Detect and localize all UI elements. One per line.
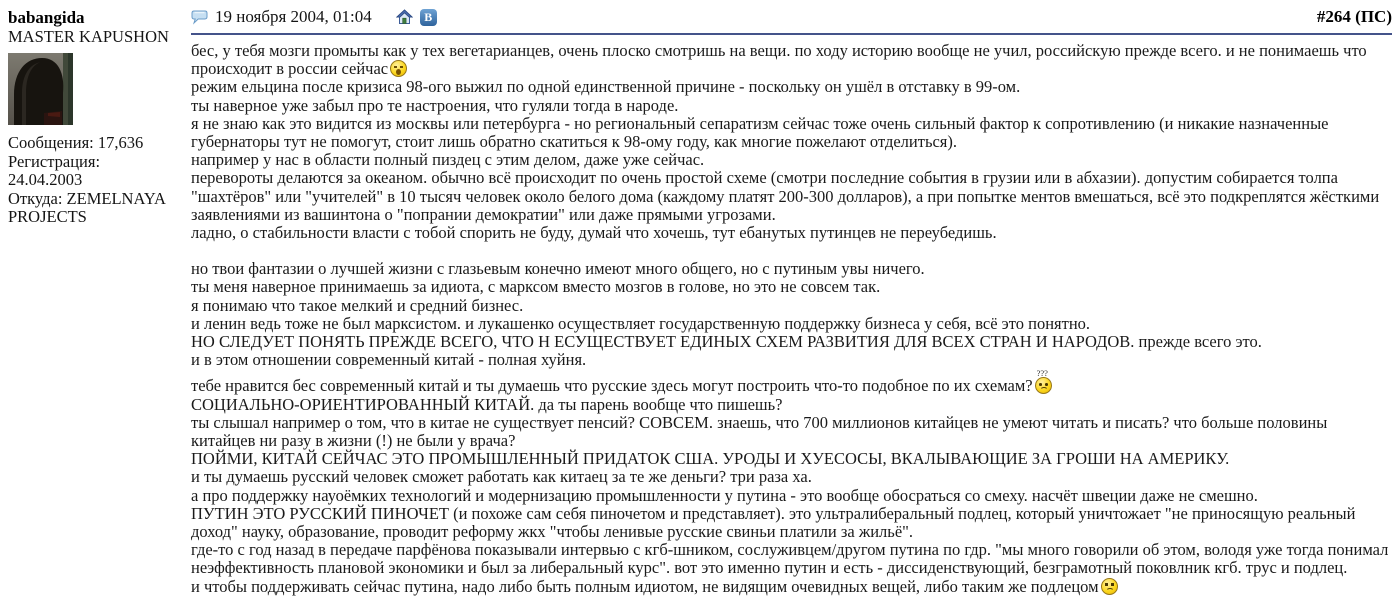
post-line: ты наверное уже забыл про те настроения, что гуляли тогда в народе. [191, 95, 679, 115]
post-line: я понимаю что такое мелкий и средний бизнес. [191, 295, 524, 315]
post-line: ладно, о стабильности власти с тобой спорить не буду, думай что хочешь, тут ебанутых путинцев не переубедишь. [191, 223, 997, 243]
home-icon[interactable] [396, 9, 413, 25]
post-line: тебе нравится бес современный китай и ты думаешь что русские здесь могут построить что-то подобное по их схемам? ??? [191, 377, 1392, 395]
post-line: и ты думаешь русский человек сможет работать как китаец за те же деньги? три раза ха. [191, 467, 812, 487]
confused-smiley-icon [1035, 368, 1052, 394]
author-post-count: Сообщения: 17,636 [8, 133, 144, 152]
post-line: и чтобы поддерживать сейчас путина, надо либо быть полным идиотом, не видящим очевидных вещей, либо таким же подлецом [191, 578, 1392, 596]
post-header [191, 7, 1392, 35]
post-line: НО СЛЕДУЕТ ПОНЯТЬ ПРЕЖДЕ ВСЕГО, ЧТО Н ЕСУЩЕСТВУЕТ ЕДИНЫХ СХЕМ РАЗВИТИЯ ДЛЯ ВСЕХ СТРАН И НАРОДОВ. прежде всего это. [191, 332, 1262, 352]
post-line: а про поддержку науоёмких технологий и модернизацию промышленности у путина - это вообще обосраться со смеху. насчёт швеции даже не смешно. [191, 485, 1258, 505]
author-location: Откуда: ZEMELNAYA PROJECTS [8, 188, 165, 226]
post-line: но твои фантазии о лучшей жизни с глазьевым конечно имеют много общего, но с путиным увы ничего. [191, 259, 925, 279]
post-line: где-то с год назад в передаче парфёнова показывали интервью с кгб-шником, сослуживцем/другом путина по гдр. "мы много говорили об этом, володя уже тогда понимал неэффективность плановой экономики и был за либеральный курс". вот это именно путин и есть - диссиденствующий, безграмотный поковлник кгб. трус и подлец. [191, 540, 1389, 578]
post-author-panel [0, 0, 175, 227]
avatar[interactable] [8, 53, 73, 125]
post-body [191, 35, 1392, 596]
post-line: и в этом отношении современный китай - полная хуйня. [191, 350, 587, 370]
post-paragraph [191, 368, 1392, 596]
post-main [175, 0, 1400, 596]
post-line: ПОЙМИ, КИТАЙ СЕЙЧАС ЭТО ПРОМЫШЛЕННЫЙ ПРИДАТОК США. УРОДЫ И ХУЕСОСЫ, ВКАЛЫВАЮЩИЕ ЗА ГРОШИ НА АМЕРИКУ. [191, 449, 1230, 469]
post-line: режим ельцина после кризиса 98-ого выжил по одной единственной причине - поскольку он ушёл в отставку в 99-ом. [191, 77, 1021, 97]
post-line: СОЦИАЛЬНО-ОРИЕНТИРОВАННЫЙ КИТАЙ. да ты парень вообще что пишешь? [191, 394, 783, 414]
author-username[interactable]: babangida [8, 8, 85, 27]
post-line: перевороты делаются за океаном. обычно всё происходит по очень простой схеме (смотри последние события в грузии или в абхазии). допустим собирается толпа "шахтёров" или "учителей" в 10 тысяч человек около белого дома (каждому платят 200-300 долларов), а при попытке ментов вмешаться, всё это подкреплятся жёсткими заявлениями из вашинтона о "попрании демократии" или даже прямыми угрозами. [191, 168, 1380, 224]
post-number-permalink[interactable]: #264 (ПС) [1316, 7, 1392, 26]
post-line: ты меня наверное принимаешь за идиота, с марксом вместо мозгов в голове, но это не совсем так. [191, 277, 881, 297]
post-line: и ленин ведь тоже не был марксистом. и лукашенко осуществляет государственную поддержку бизнеса у себя, всё это понятно. [191, 313, 1091, 333]
question-marks: ??? [1036, 368, 1048, 379]
mad-smiley-icon [1101, 578, 1118, 595]
author-user-title: MASTER KAPUSHON [8, 27, 169, 46]
post-line: ПУТИН ЭТО РУССКИЙ ПИНОЧЕТ (и похоже сам себя пиночетом и представляет). это ультралиберальный подлец, который уничтожает "не приносящую реальный доход" науку, образование, проводит реформу жкх "чтобы ленивые русские свиньи платили за жильё". [191, 503, 1356, 542]
post-line: я не знаю как это видится из москвы или петербурга - но региональный сепаратизм сейчас тоже очень сильный фактор к сопротивлению (и никакие назначенные губернаторы тут не помогут, стоит лишь обратно скатиться к 98-ому году, как многие пожелают отделиться). [191, 113, 1329, 152]
speech-bubble-icon [191, 10, 208, 25]
post-line: бес, у тебя мозги промыты как у тех вегетарианцев, очень плоско смотришь на вещи. по ходу историю вообще не учил, российскую прежде всего. и не понимаешь что происходит в россии сейчас [191, 41, 1367, 79]
post-paragraph [191, 260, 1392, 369]
b-profile-icon[interactable]: B [420, 9, 437, 26]
yawn-smiley-icon [390, 60, 407, 77]
post-date: 19 ноября 2004, 01:04 [215, 7, 372, 26]
post-paragraph [191, 42, 1392, 242]
author-registration-date: Регистрация: 24.04.2003 [8, 151, 101, 189]
post-line: например у нас в области полный пиздец с этим делом, даже уже сейчас. [191, 150, 705, 170]
post-line: ты слышал например о том, что в китае не существует пенсий? СОВСЕМ. знаешь, что 700 миллионов китайцев не умеют читать и писать? что больше половины китайцев ни разу в жизни (!) не были у врача? [191, 412, 1328, 451]
